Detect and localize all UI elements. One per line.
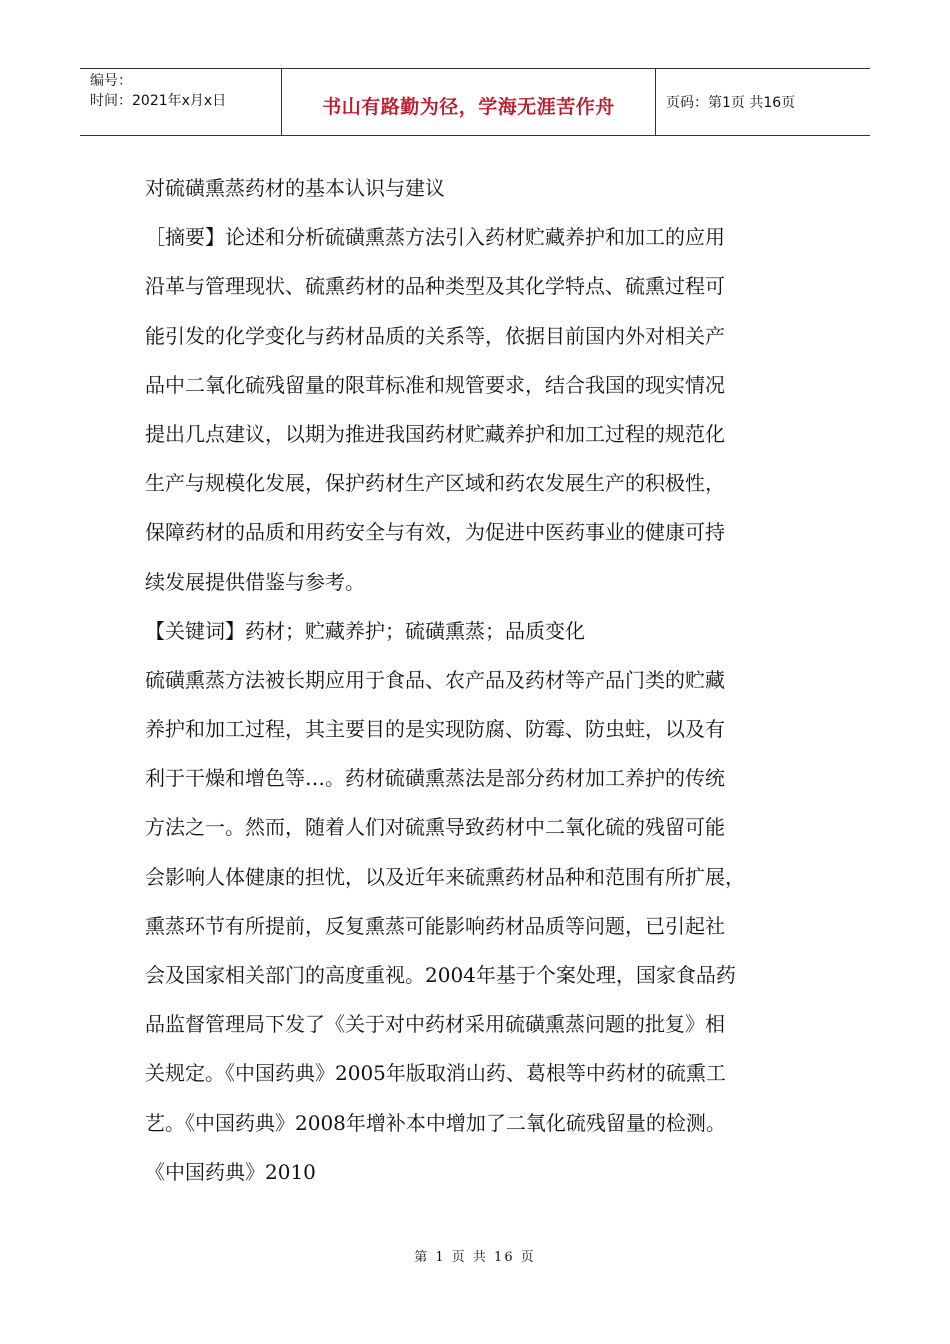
abstract-line: 品中二氧化硫残留量的限茸标准和规管要求，结合我国的现实情况 [145, 372, 725, 397]
abstract-line: 生产与规模化发展，保护药材生产区域和药农发展生产的积极性， [145, 471, 725, 496]
abstract-line: 能引发的化学变化与药材品质的关系等，依据目前国内外对相关产 [145, 323, 725, 348]
header-page-number: 页码：第1页 共16页 [666, 95, 796, 111]
body-line: 利于干燥和增色等…。药材硫磺熏蒸法是部分药材加工养护的传统 [145, 766, 725, 791]
body-line: 会及国家相关部门的高度重视。2004年基于个案处理，国家食品药 [145, 963, 736, 987]
abstract-line: 提出几点建议，以期为推进我国药材贮藏养护和加工过程的规范化 [145, 421, 725, 446]
body-line: 《中国药典》2010 [145, 1159, 316, 1184]
body-line: 品监督管理局下发了《关于对中药材采用硫磺熏蒸问题的批复》相 [145, 1012, 725, 1037]
header-motto-cell [282, 69, 656, 135]
header-info-cell [80, 69, 282, 135]
footer-page-number: 第 1 页 共 16 页 [414, 1250, 536, 1265]
header-motto: 书山有路勤为径，学海无涯苦作舟 [322, 95, 615, 118]
abstract-line: 保障药材的品质和用药安全与有效，为促进中医药事业的健康可持 [145, 520, 725, 545]
page-footer [0, 1246, 950, 1265]
header-page-cell [656, 69, 870, 135]
document-number-label: 编号： [90, 73, 132, 89]
document-date-label: 时间：2021年x月x日 [90, 93, 227, 109]
page-header [80, 68, 870, 136]
body-line: 会影响人体健康的担忧，以及近年来硫熏药材品种和范围有所扩展， [145, 864, 745, 889]
document-title: 对硫磺熏蒸药材的基本认识与建议 [145, 176, 445, 200]
abstract-line: ［摘要】论述和分析硫磺熏蒸方法引入药材贮藏养护和加工的应用 [145, 225, 725, 250]
body-line: 方法之一。然而，随着人们对硫熏导致药材中二氧化硫的残留可能 [145, 815, 725, 840]
abstract-line: 续发展提供借鉴与参考。 [145, 569, 365, 594]
keywords-line: 【关键词】药材；贮藏养护；硫磺熏蒸；品质变化 [145, 618, 585, 643]
body-line: 熏蒸环节有所提前，反复熏蒸可能影响药材品质等问题，已引起社 [145, 913, 725, 938]
body-line: 养护和加工过程，其主要目的是实现防腐、防霉、防虫蛀，以及有 [145, 717, 725, 742]
body-line: 艺。《中国药典》2008年增补本中增加了二氧化硫残留量的检测。 [145, 1110, 726, 1135]
body-line: 硫磺熏蒸方法被长期应用于食品、农产品及药材等产品门类的贮藏 [145, 667, 725, 692]
abstract-line: 沿革与管理现状、硫熏药材的品种类型及其化学特点、硫熏过程可 [145, 274, 725, 299]
body-line: 关规定。《中国药典》2005年版取消山药、葛根等中药材的硫熏工 [145, 1061, 726, 1086]
document-body [145, 164, 805, 1197]
